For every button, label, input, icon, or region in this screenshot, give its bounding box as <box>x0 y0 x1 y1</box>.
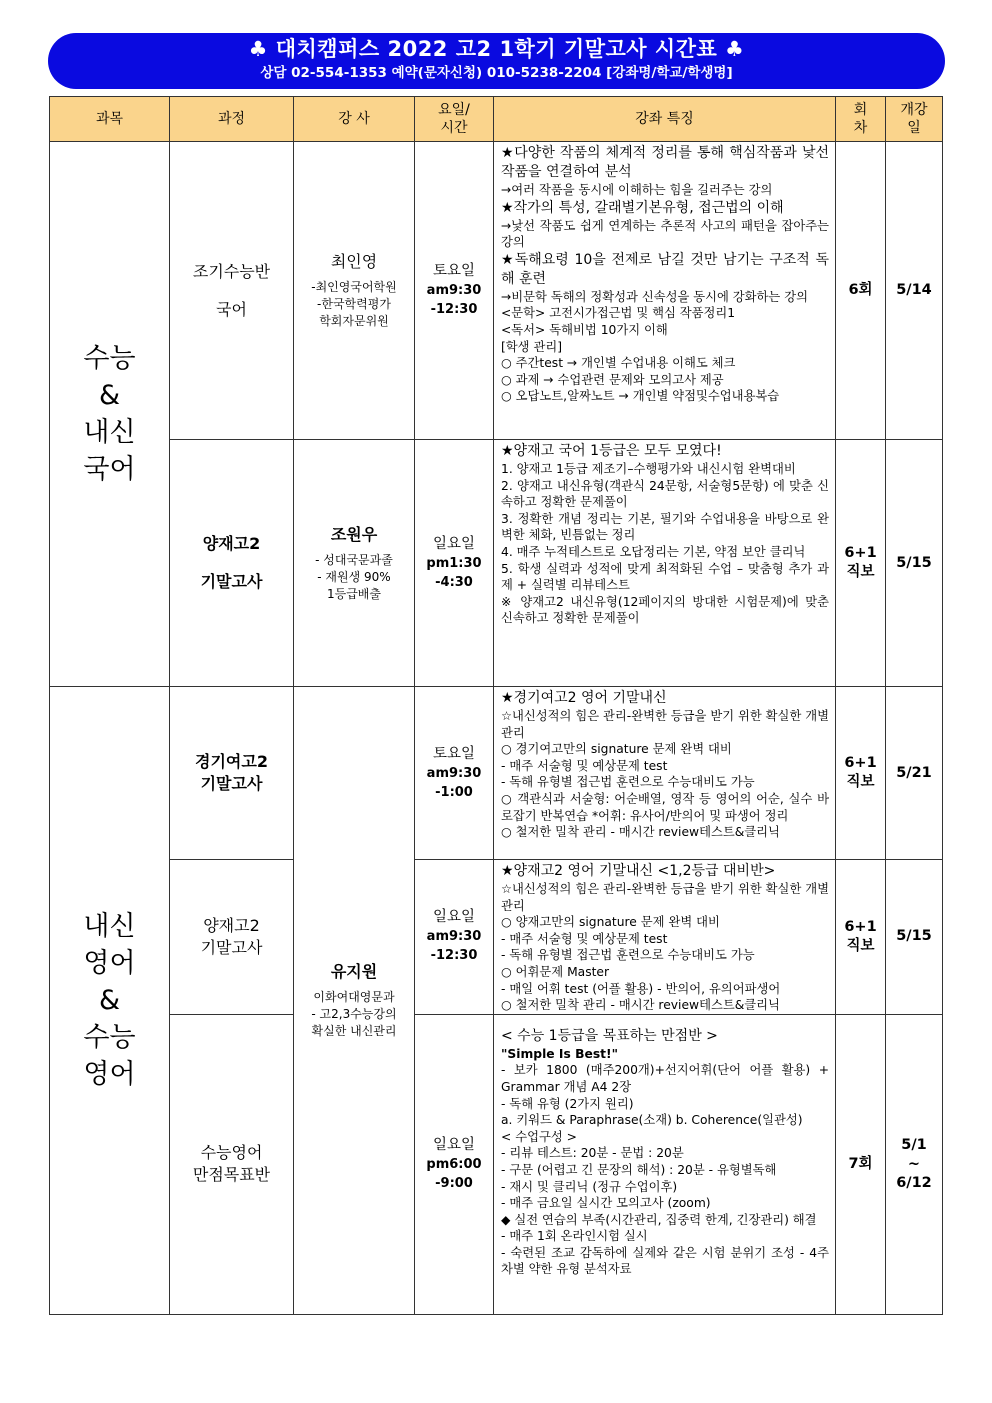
features-cell: ★경기여고2 영어 기말내신 ☆내신성적의 힘은 관리-완벽한 등급을 받기 위한 확실한 개별 관리 ○ 경기여고만의 signature 문제 완벽 대비 - 매주 서술형 및 예상문제 test - 독해 유형별 접근법 훈련으로 수능대비도 가능 ○ 객관식과 서술형: 어순배열, 영작 등 영어의 어순, 실수 바로잡기 반복연습 *어휘: 유사어/반의어 및 파생어 정리 ○ 철저한 밀착 관리 - 매시간 review테스트&클리닉 <box>494 687 836 860</box>
course-cell: 양재고2 기말고사 <box>170 440 294 687</box>
course-cell: 조기수능반 국어 <box>170 142 294 440</box>
start-date-cell: 5/14 <box>886 142 943 440</box>
course-cell: 양재고2 기말고사 <box>170 860 294 1015</box>
table-row <box>50 142 943 440</box>
features-cell: < 수능 1등급을 목표하는 만점반 > "Simple Is Best!" - 보카 1800 (매주200개)+선지어휘(단어 어플 활용) + Grammar 개념 A4 2장 - 독해 유형 (2가지 원리) a. 키워드 & Paraphrase(소재) b. Coherence(일관성) < 수업구성 > - 리뷰 테스트: 20분 - 문법 : 20분 - 구문 (어렵고 긴 문장의 해석) : 20분 - 유형별독해 - 재시 및 클리닉 (정규 수업이후) - 매주 금요일 실시간 모의고사 (zoom) ◆ 실전 연습의 부족(시간관리, 집중력 한계, 긴장관리) 해결 - 매주 1회 온라인시험 실시 - 숙련된 조교 감독하에 실제와 같은 시험 분위기 조성 - 4주차별 약한 유형 분석자료 <box>494 1014 836 1314</box>
title-banner <box>48 33 945 89</box>
header-day-time: 요일/ 시간 <box>415 97 494 142</box>
teacher-cell-english: 유지원 이화여대영문과 - 고2,3수능강의 확실한 내신관리 <box>294 687 415 1315</box>
schedule-table <box>49 96 943 1315</box>
page-title: ♣ 대치캠퍼스 2022 고2 1학기 기말고사 시간표 ♣ <box>248 37 745 61</box>
sessions-cell: 6회 <box>836 142 886 440</box>
table-row <box>50 860 943 1015</box>
day-time-cell: 일요일 pm6:00 -9:00 <box>415 1014 494 1314</box>
subject-korean: 수능 & 내신 국어 <box>50 142 170 687</box>
day-time-cell: 일요일 pm1:30 -4:30 <box>415 440 494 687</box>
subject-english: 내신 영어 & 수능 영어 <box>50 687 170 1315</box>
table-header-row <box>50 97 943 142</box>
sessions-cell: 6+1 직보 <box>836 440 886 687</box>
teacher-cell: 최인영 -최인영국어학원 -한국학력평가 학회자문위원 <box>294 142 415 440</box>
header-teacher: 강 사 <box>294 97 415 142</box>
table-row <box>50 687 943 860</box>
course-cell: 수능영어 만점목표반 <box>170 1014 294 1314</box>
start-date-cell: 5/21 <box>886 687 943 860</box>
sessions-cell: 6+1 직보 <box>836 687 886 860</box>
header-start-date: 개강 일 <box>886 97 943 142</box>
day-time-cell: 일요일 am9:30 -12:30 <box>415 860 494 1015</box>
table-row <box>50 440 943 687</box>
header-course: 과정 <box>170 97 294 142</box>
header-sessions: 회 차 <box>836 97 886 142</box>
start-date-cell: 5/15 <box>886 440 943 687</box>
start-date-cell: 5/1 ~ 6/12 <box>886 1014 943 1314</box>
header-features: 강좌 특징 <box>494 97 836 142</box>
header-subject: 과목 <box>50 97 170 142</box>
teacher-cell: 조원우 - 성대국문과졸 - 재원생 90% 1등급배출 <box>294 440 415 687</box>
features-cell: ★다양한 작품의 체계적 정리를 통해 핵심작품과 낯선작품을 연결하여 분석 →여러 작품을 동시에 이해하는 힘을 길러주는 강의 ★작가의 특성, 갈래별기본유형, 접근법의 이해 →낯선 작품도 쉽게 연계하는 추론적 사고의 패턴을 잡아주는 강의 ★독해요령 10을 전제로 남길 것만 남기는 구조적 독해 훈련 →비문학 독해의 정확성과 신속성을 동시에 강화하는 강의 <문학> 고전시가접근법 및 핵심 작품정리1 <독서> 독해비법 10가지 이해 [학생 관리] ○ 주간test → 개인별 수업내용 이해도 체크 ○ 과제 → 수업관련 문제와 모의고사 제공 ○ 오답노트,알짜노트 → 개인별 약점및수업내용복습 <box>494 142 836 440</box>
sessions-cell: 6+1 직보 <box>836 860 886 1015</box>
table-row <box>50 1014 943 1314</box>
features-cell: ★양재고2 영어 기말내신 <1,2등급 대비반> ☆내신성적의 힘은 관리-완벽한 등급을 받기 위한 확실한 개별 관리 ○ 양재고만의 signature 문제 완벽 대비 - 매주 서술형 및 예상문제 test - 독해 유형별 접근법 훈련으로 수능대비도 가능 ○ 어휘문제 Master - 매일 어휘 test (어플 활용) - 반의어, 유의어파생어 ○ 철저한 밀착 관리 - 매시간 review테스트&클리닉 <box>494 860 836 1015</box>
course-cell: 경기여고2 기말고사 <box>170 687 294 860</box>
contact-info: 상담 02-554-1353 예약(문자신청) 010-5238-2204 [강좌명/학교/학생명] <box>260 65 733 81</box>
day-time-cell: 토요일 am9:30 -12:30 <box>415 142 494 440</box>
sessions-cell: 7회 <box>836 1014 886 1314</box>
day-time-cell: 토요일 am9:30 -1:00 <box>415 687 494 860</box>
features-cell: ★양재고 국어 1등급은 모두 모였다! 1. 양재고 1등급 제조기–수행평가와 내신시험 완벽대비 2. 양재고 내신유형(객관식 24문항, 서술형5문항) 에 맞춘 신속하고 정확한 문제풀이 3. 정확한 개념 정리는 기본, 필기와 수업내용을 바탕으로 완벽한 체화, 빈틈없는 정리 4. 매주 누적테스트로 오답정리는 기본, 약점 보안 클리닉 5. 학생 실력과 성적에 맞게 최적화된 수업 – 맞춤형 추가 과제 + 실력별 리뷰테스트 ※ 양재고2 내신유형(12페이지의 방대한 시험문제)에 맞춘 신속하고 정확한 문제풀이 <box>494 440 836 687</box>
start-date-cell: 5/15 <box>886 860 943 1015</box>
